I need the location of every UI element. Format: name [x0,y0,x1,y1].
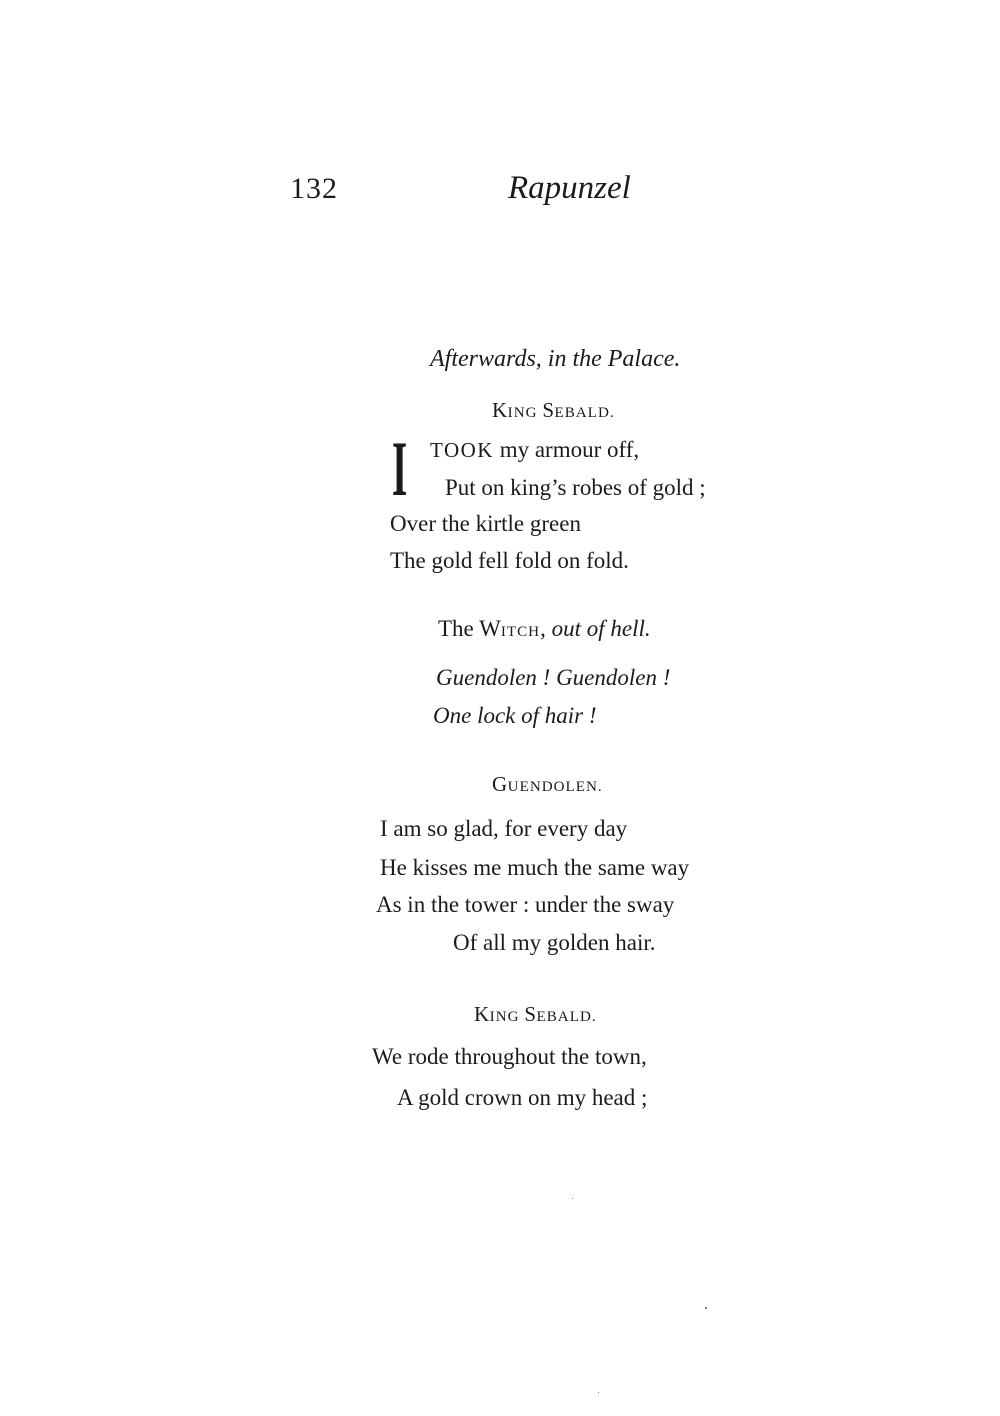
verse-line: Put on king’s robes of gold ; [445,475,706,500]
speaker-initial: K [474,1002,490,1026]
verse-line: Over the kirtle green [390,511,581,536]
speaker-smallcaps: ING [489,1009,525,1025]
verse-line: I am so glad, for every day [380,816,628,841]
verse-line: He kisses me much the same way [380,855,690,880]
verse-line: We rode throughout the town, [372,1044,647,1069]
speaker-smallcaps: ITCH [500,624,541,640]
verse-line-rest: my armour off, [493,437,640,462]
speaker-suffix: , [540,616,552,641]
running-title: Rapunzel [508,170,631,206]
speaker-witch [438,616,651,642]
verse-line: Guendolen ! Guendolen ! [436,665,671,690]
speaker-king-sebald [474,1002,597,1027]
speaker-smallcaps: ING [507,405,543,421]
speaker-direction: out of hell. [551,616,651,641]
scan-speck [572,1198,573,1199]
verse-line: As in the tower : under the sway [376,892,675,917]
scan-speck [705,1307,707,1309]
speaker-smallcaps: EBALD. [536,1009,597,1025]
speaker-smallcaps: UENDOLEN. [507,779,603,795]
speaker-prefix: The [438,616,480,641]
page-number: 132 [290,172,338,205]
speaker-initial: W [479,616,501,641]
speaker-smallcaps: EBALD. [554,405,615,421]
speaker-initial: G [492,772,508,796]
speaker-king-sebald [492,398,615,423]
verse-line: Of all my golden hair. [453,930,656,955]
stage-direction: Afterwards, in the Palace. [430,346,681,372]
verse-line: One lock of hair ! [433,703,597,728]
scan-speck [598,1392,599,1393]
speaker-initial: S [524,1002,537,1026]
speaker-guendolen [492,772,603,797]
opening-word: TOOK [430,438,494,462]
drop-cap: I [392,425,408,512]
speaker-initial: S [542,398,555,422]
verse-line: A gold crown on my head ; [397,1085,648,1110]
verse-line [430,437,639,463]
speaker-initial: K [492,398,508,422]
verse-line: The gold fell fold on fold. [390,548,629,573]
